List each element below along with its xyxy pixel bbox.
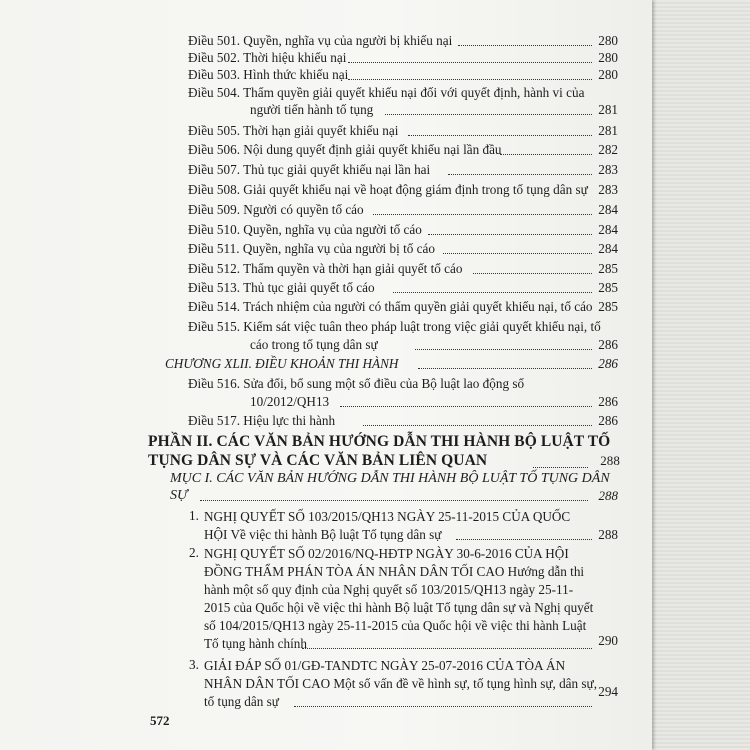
toc-entry-503[interactable]: Điều 503. Hình thức khiếu nại 280	[188, 67, 618, 82]
toc-item-2-line4[interactable]: 2015 của Quốc hội về việc thi hành Bộ luật Tố tụng dân sự và Nghị quyết	[204, 600, 594, 615]
toc-item-2-line1[interactable]: NGHỊ QUYẾT SỐ 02/2016/NQ-HĐTP NGÀY 30-6-2016 CỦA HỘI	[204, 546, 569, 561]
toc-entry-514[interactable]: Điều 514. Trách nhiệm của người có thẩm quyền giải quyết khiếu nại, tố cáo 285	[188, 299, 618, 314]
toc-item-2-line2[interactable]: ĐỒNG THẨM PHÁN TÒA ÁN NHÂN DÂN TỐI CAO Hướng dẫn thi	[204, 564, 585, 579]
page-number: 572	[150, 713, 170, 728]
toc-item-3-line2[interactable]: NHÂN DÂN TỐI CAO Một số vấn đề về hình sự, tố tụng hình sự, dân sự,	[204, 676, 597, 691]
toc-entry-512[interactable]: Điều 512. Thẩm quyền và thời hạn giải quyết tố cáo 285	[188, 261, 618, 276]
toc-entry-511[interactable]: Điều 511. Quyền, nghĩa vụ của người bị tố cáo 284	[188, 241, 618, 256]
toc-item-1-line2[interactable]: HỘI Về việc thi hành Bộ luật Tố tụng dân sự 288	[204, 527, 618, 542]
toc-entry-508[interactable]: Điều 508. Giải quyết khiếu nại về hoạt động giám định trong tố tụng dân sự 283	[188, 182, 618, 197]
toc-entry-515[interactable]: Điều 515. Kiểm sát việc tuân theo pháp luật trong việc giải quyết khiếu nại, tố	[188, 319, 601, 334]
toc-entry-504[interactable]: Điều 504. Thẩm quyền giải quyết khiếu nại đối với quyết định, hành vi của	[188, 85, 585, 100]
toc-item-2-number: 2.	[189, 545, 199, 560]
toc-entry-516[interactable]: Điều 516. Sửa đổi, bổ sung một số điều của Bộ luật lao động số	[188, 376, 525, 391]
toc-entry-516-cont[interactable]: 10/2012/QH13 286	[250, 394, 618, 409]
toc-muc-i-line1[interactable]: MỤC I. CÁC VĂN BẢN HƯỚNG DẪN THI HÀNH BỘ LUẬT TỐ TỤNG DÂN	[170, 471, 610, 486]
toc-item-3-line1[interactable]: GIẢI ĐÁP SỐ 01/GĐ-TANDTC NGÀY 25-07-2016 CỦA TÒA ÁN	[204, 658, 566, 673]
toc-entry-506[interactable]: Điều 506. Nội dung quyết định giải quyết khiếu nại lần đầu 282	[188, 142, 618, 157]
toc-entry-517[interactable]: Điều 517. Hiệu lực thi hành 286	[188, 413, 618, 428]
toc-entry-504-cont[interactable]: người tiến hành tố tụng 281	[250, 102, 618, 117]
toc-muc-i-line2[interactable]: SỰ 288	[170, 488, 618, 503]
toc-entry-513[interactable]: Điều 513. Thủ tục giải quyết tố cáo 285	[188, 280, 618, 295]
toc-part-ii-line2[interactable]: TỤNG DÂN SỰ VÀ CÁC VĂN BẢN LIÊN QUAN 288	[148, 452, 620, 469]
toc-entry-505[interactable]: Điều 505. Thời hạn giải quyết khiếu nại 281	[188, 123, 618, 138]
toc-item-3-line3[interactable]: tố tụng dân sự 294	[204, 684, 618, 709]
toc-entry-510[interactable]: Điều 510. Quyền, nghĩa vụ của người tố cáo 284	[188, 222, 618, 237]
toc-part-ii-line1[interactable]: PHẦN II. CÁC VĂN BẢN HƯỚNG DẪN THI HÀNH BỘ LUẬT TỐ	[148, 433, 611, 450]
toc-entry-507[interactable]: Điều 507. Thủ tục giải quyết khiếu nại lần hai 283	[188, 162, 618, 177]
toc-entry-501[interactable]: Điều 501. Quyền, nghĩa vụ của người bị khiếu nại 280	[188, 33, 618, 48]
toc-item-1-number: 1.	[189, 508, 199, 523]
toc-entry-509[interactable]: Điều 509. Người có quyền tố cáo 284	[188, 202, 618, 217]
toc-item-3-number: 3.	[189, 657, 199, 672]
toc-item-2-line5[interactable]: số 104/2015/QH13 ngày 25-11-2015 của Quốc hội về việc thi hành Luật	[204, 618, 587, 633]
toc-entry-515-cont[interactable]: cáo trong tố tụng dân sự 286	[250, 337, 618, 352]
toc-item-1-line1[interactable]: NGHỊ QUYẾT SỐ 103/2015/QH13 NGÀY 25-11-2015 CỦA QUỐC	[204, 509, 571, 524]
toc-chapter-xlii[interactable]: CHƯƠNG XLII. ĐIỀU KHOẢN THI HÀNH 286	[165, 356, 618, 371]
toc-item-2-line3[interactable]: hành một số quy định của Nghị quyết số 103/2015/QH13 ngày 25-11-	[204, 582, 574, 597]
book-page-edges	[652, 0, 750, 750]
toc-entry-502[interactable]: Điều 502. Thời hiệu khiếu nại 280	[188, 50, 618, 65]
toc-item-2-line6[interactable]: Tố tụng hành chính 290	[204, 633, 618, 651]
